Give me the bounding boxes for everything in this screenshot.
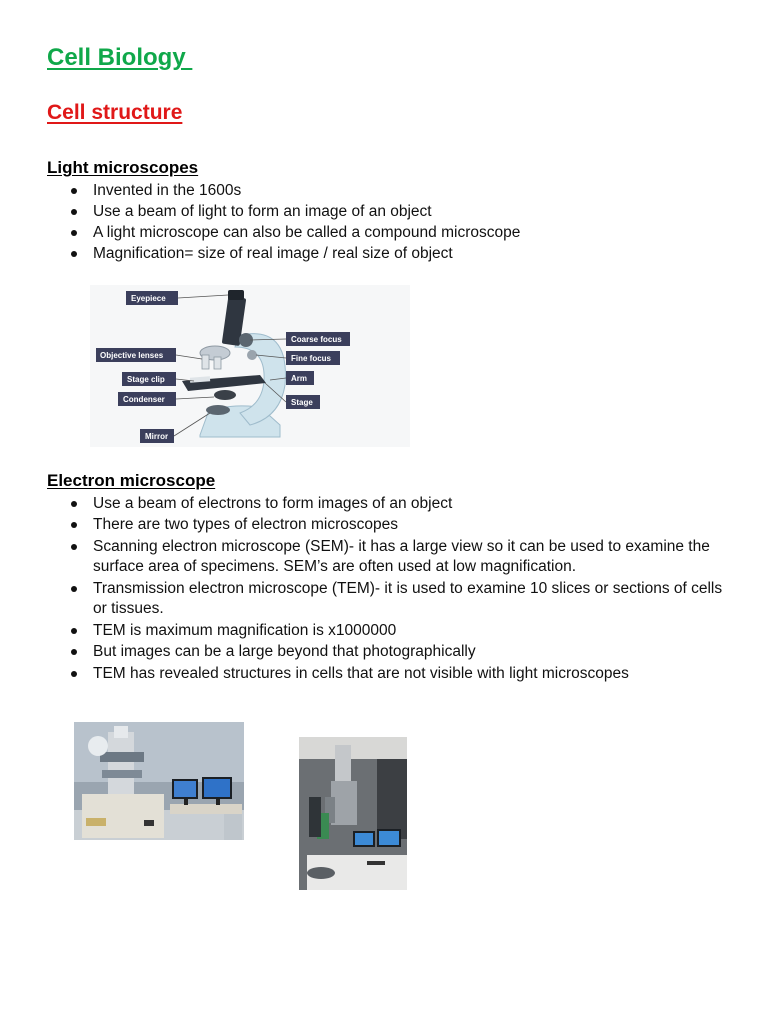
label-stage: Stage: [291, 398, 313, 407]
list-item: Use a beam of electrons to form images of an object: [47, 494, 737, 515]
list-item: Magnification= size of real image / real size of object: [47, 244, 737, 265]
list-item: There are two types of electron microscopes: [47, 515, 737, 537]
list-item: A light microscope can also be called a compound microscope: [47, 223, 737, 244]
list-item: TEM has revealed structures in cells that are not visible with light microscopes: [47, 664, 737, 685]
label-mirror: Mirror: [145, 432, 169, 441]
document-title: Cell Biology: [47, 44, 193, 71]
list-item: But images can be a large beyond that photographically: [47, 642, 737, 664]
label-coarse-focus: Coarse focus: [291, 335, 342, 344]
label-fine-focus: Fine focus: [291, 354, 332, 363]
label-arm: Arm: [291, 374, 308, 383]
list-item: Use a beam of light to form an image of an object: [47, 202, 737, 223]
list-item: TEM is maximum magnification is x1000000: [47, 621, 737, 642]
list-item: Scanning electron microscope (SEM)- it has a large view so it can be used to examine the surface area of specimens. SEM’s are often used at low magnification.: [47, 537, 737, 579]
label-eyepiece: Eyepiece: [131, 294, 166, 303]
list-item: Invented in the 1600s: [47, 181, 737, 202]
tem-microscope-photo: [299, 737, 407, 890]
electron-microscope-list: [47, 494, 737, 685]
light-microscopes-list: [47, 181, 737, 265]
light-microscopes-heading: Light microscopes: [47, 158, 199, 177]
label-stage-clip: Stage clip: [127, 375, 165, 384]
label-objective-lenses: Objective lenses: [100, 351, 164, 360]
list-item: Transmission electron microscope (TEM)- it is used to examine 10 slices or sections of cells or tissues.: [47, 579, 737, 621]
sem-microscope-photo: [74, 722, 244, 840]
section-title: Cell structure: [47, 101, 183, 124]
microscope-diagram: [90, 285, 410, 447]
label-condenser: Condenser: [123, 395, 165, 404]
electron-microscope-heading: Electron microscope: [47, 471, 216, 490]
